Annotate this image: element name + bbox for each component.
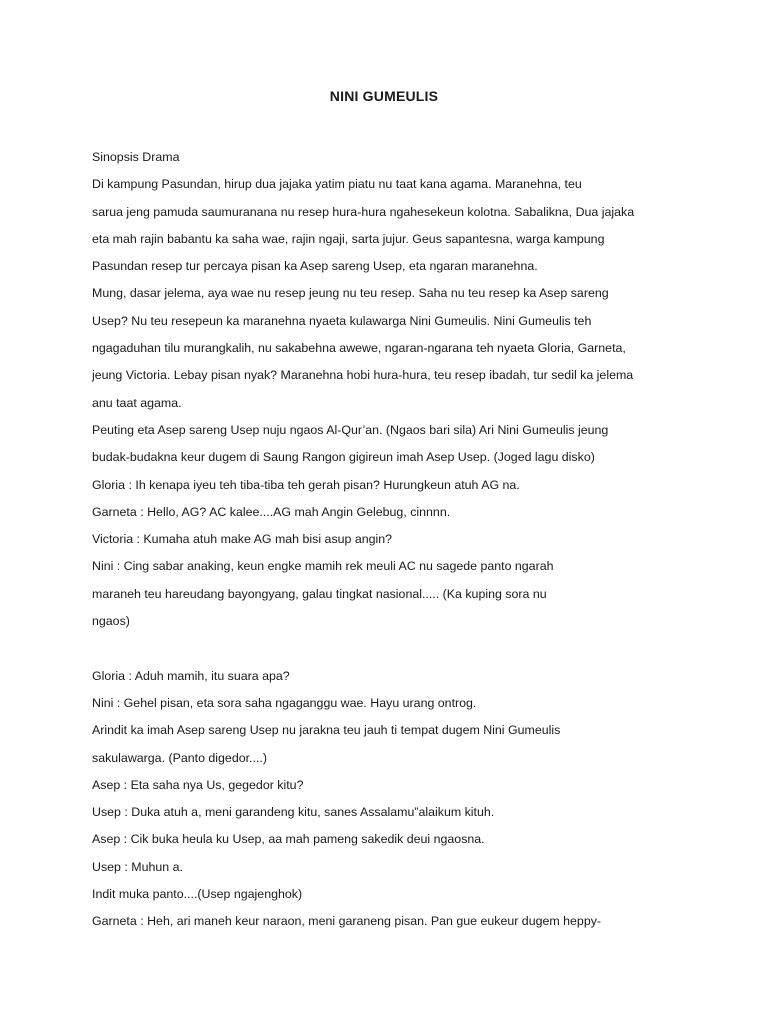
text-line: Garneta : Hello, AG? AC kalee....AG mah Angin Gelebug, cinnnn.: [92, 504, 451, 519]
text-line: Nini : Cing sabar anaking, keun engke mamih rek meuli AC nu sagede panto ngarah: [92, 559, 554, 574]
text-line: sakulawarga. (Panto digedor....): [92, 750, 267, 765]
text-line: sarua jeng pamuda saumuranana nu resep hura-hura ngahesekeun kolotna. Sabalikna, Dua jajaka: [92, 204, 635, 219]
text-line: Gloria : Aduh mamih, itu suara apa?: [92, 668, 290, 683]
text-line: maraneh teu hareudang bayongyang, galau tingkat nasional..... (Ka kuping sora nu: [92, 586, 547, 601]
document-title: NINI GUMEULIS: [329, 88, 439, 104]
text-line: Usep : Duka atuh a, meni garandeng kitu, sanes Assalamu”alaikum kituh.: [92, 805, 495, 820]
blank-line: [92, 635, 672, 662]
text-line: ngagaduhan tilu murangkalih, nu sakabehna awewe, ngaran-ngarana teh nyaeta Gloria, Garneta,: [92, 341, 626, 356]
text-line: Arindit ka imah Asep sareng Usep nu jarakna teu jauh ti tempat dugem Nini Gumeulis: [92, 723, 561, 738]
text-line: Di kampung Pasundan, hirup dua jajaka yatim piatu nu taat kana agama. Maranehna, teu: [92, 177, 582, 192]
text-line: Garneta : Heh, ari maneh keur naraon, meni garaneng pisan. Pan gue eukeur dugem heppy-: [92, 914, 602, 929]
text-line: Gloria : Ih kenapa iyeu teh tiba-tiba teh gerah pisan? Hurungkeun atuh AG na.: [92, 477, 520, 492]
text-line: jeung Victoria. Lebay pisan nyak? Maranehna hobi hura-hura, teu resep ibadah, tur sedil ka jelema: [92, 368, 634, 383]
text-line: Asep : Eta saha nya Us, gegedor kitu?: [92, 777, 304, 792]
text-line: anu taat agama.: [92, 395, 182, 410]
text-line: Mung, dasar jelema, aya wae nu resep jeung nu teu resep. Saha nu teu resep ka Asep sareng: [92, 286, 609, 301]
section-heading: Sinopsis Drama: [92, 150, 180, 164]
text-line: Asep : Cik buka heula ku Usep, aa mah pameng sakedik deui ngaosna.: [92, 832, 485, 847]
text-line: Victoria : Kumaha atuh make AG mah bisi asup angin?: [92, 532, 393, 547]
text-line: eta mah rajin babantu ka saha wae, rajin ngaji, sarta jujur. Geus sapantesna, warga kampung: [92, 231, 605, 246]
text-line: Nini : Gehel pisan, eta sora saha ngaganggu wae. Hayu urang ontrog.: [92, 695, 477, 710]
text-line: Peuting eta Asep sareng Usep nuju ngaos Al-Qur’an. (Ngaos bari sila) Ari Nini Gumeulis jeung: [92, 422, 609, 437]
text-line: Pasundan resep tur percaya pisan ka Asep sareng Usep, eta ngaran maranehna.: [92, 259, 538, 274]
document-body: [92, 144, 672, 936]
text-line: Usep? Nu teu resepeun ka maranehna nyaeta kulawarga Nini Gumeulis. Nini Gumeulis teh: [92, 313, 592, 328]
text-line: Indit muka panto....(Usep ngajenghok): [92, 887, 303, 902]
text-line: budak-budakna keur dugem di Saung Rangon gigireun imah Asep Usep. (Joged lagu disko): [92, 450, 595, 465]
text-line: ngaos): [92, 614, 130, 629]
text-line: Usep : Muhun a.: [92, 859, 183, 874]
